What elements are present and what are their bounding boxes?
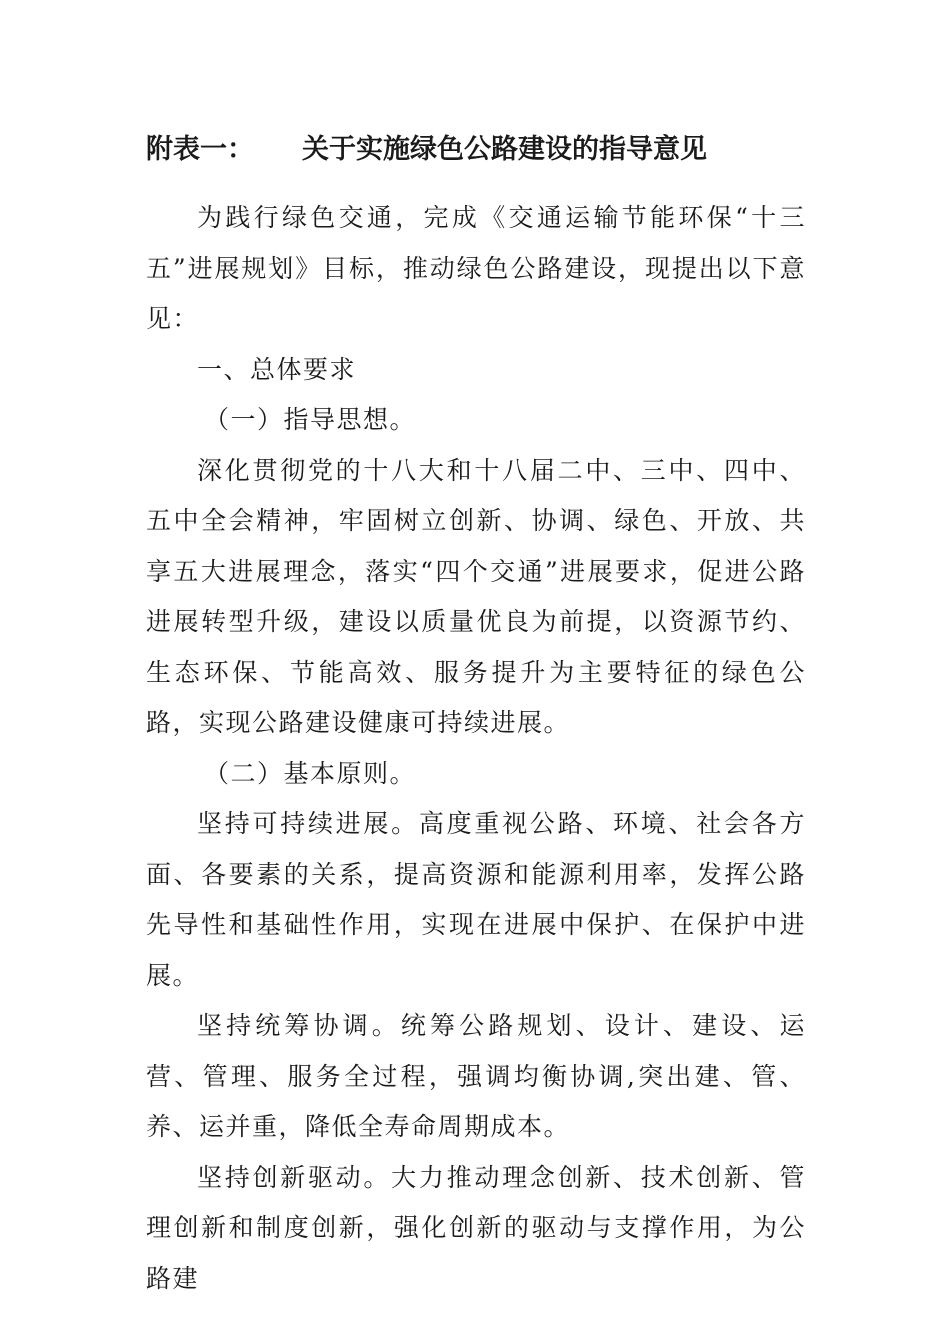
subsection-heading: （一）指导思想。: [204, 405, 417, 434]
intro-paragraph: 为践行绿色交通，完成《交通运输节能环保“十三五”进展规划》目标，推动绿色公路建设，现提出以下意见：: [146, 203, 806, 333]
body-paragraph: 坚持统筹协调。统筹公路规划、设计、建设、运营、管理、服务全过程，强调均衡协调,突出建、管、养、运并重，降低全寿命周期成本。: [146, 1011, 806, 1141]
title-main: 关于实施绿色公路建设的指导意见: [302, 134, 707, 165]
document-title: [146, 131, 707, 169]
body-paragraph: 坚持可持续进展。高度重视公路、环境、社会各方面、各要素的关系，提高资源和能源利用率，发挥公路先导性和基础性作用，实现在进展中保护、在保护中进展。: [146, 809, 806, 990]
document-body: [146, 193, 806, 1304]
body-paragraph: 坚持创新驱动。大力推动理念创新、技术创新、管理创新和制度创新，强化创新的驱动与支撑作用，为公路建: [146, 1162, 806, 1293]
body-paragraph: 深化贯彻党的十八大和十八届二中、三中、四中、五中全会精神，牢固树立创新、协调、绿色、开放、共享五大进展理念，落实“四个交通”进展要求，促进公路进展转型升级，建设以质量优良为前提，以资源节约、生态环保、节能高效、服务提升为主要特征的绿色公路，实现公路建设健康可持续进展。: [146, 455, 806, 737]
section-heading: 一、总体要求: [197, 354, 357, 384]
title-prefix: 附表一：: [146, 134, 254, 165]
subsection-heading: （二）基本原则。: [204, 758, 417, 788]
